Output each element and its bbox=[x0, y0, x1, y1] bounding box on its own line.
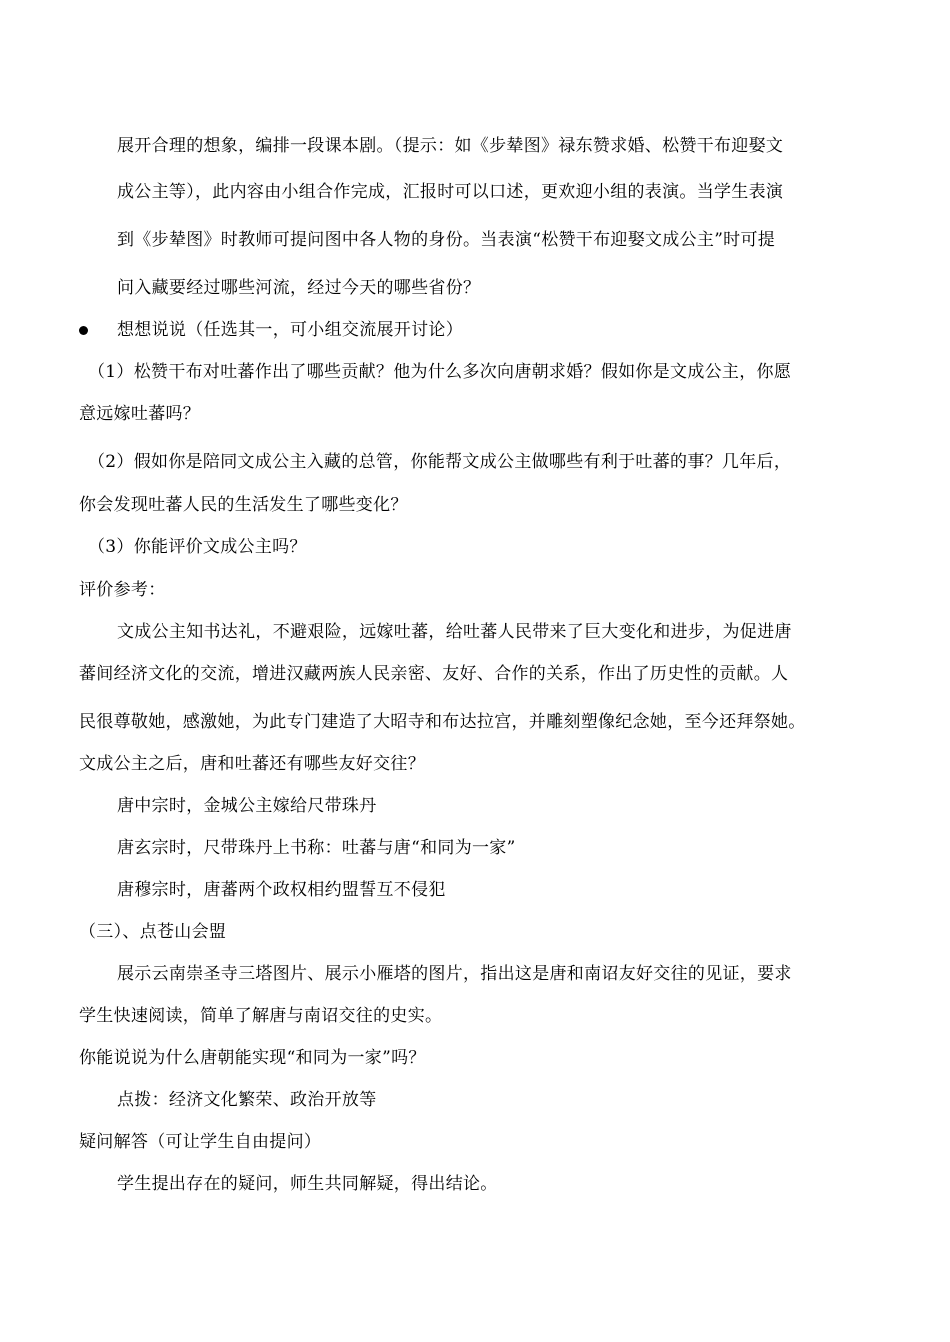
evaluation-line: 文成公主知书达礼，不避艰险，远嫁吐蕃，给吐蕃人民带来了巨大变化和进步，为促进唐 bbox=[117, 622, 792, 642]
section-hint: 点拨：经济文化繁荣、政治开放等 bbox=[117, 1090, 377, 1110]
section-heading: （三）、点苍山会盟 bbox=[79, 922, 227, 942]
question-line: （2）假如你是陪同文成公主入藏的总管，你能帮文成公主做哪些有利于吐蕃的事？几年后， bbox=[88, 452, 792, 472]
question-line: （1）松赞干布对吐蕃作出了哪些贡献？他为什么多次向唐朝求婚？假如你是文成公主，你愿 bbox=[88, 362, 792, 382]
paragraph-line: 问入藏要经过哪些河流，经过今天的哪些省份？ bbox=[117, 278, 481, 298]
paragraph-line: 展开合理的想象，编排一段课本剧。（提示：如《步辇图》禄东赞求婚、松赞干布迎娶文 bbox=[117, 136, 784, 156]
exchange-item: 唐玄宗时，尺带珠丹上书称：吐蕃与唐“和同为一家” bbox=[117, 838, 516, 858]
evaluation-line: 蕃间经济文化的交流，增进汉藏两族人民亲密、友好、合作的关系，作出了历史性的贡献。人 bbox=[79, 664, 789, 684]
section-question: 你能说说为什么唐朝能实现“和同为一家”吗？ bbox=[79, 1048, 426, 1068]
exchanges-question: 文成公主之后，唐和吐蕃还有哪些友好交往？ bbox=[79, 754, 425, 774]
qa-heading: 疑问解答（可让学生自由提问） bbox=[79, 1132, 322, 1152]
qa-line: 学生提出存在的疑问，师生共同解疑，得出结论。 bbox=[117, 1174, 498, 1194]
question-line: （3）你能评价文成公主吗？ bbox=[88, 537, 307, 557]
exchange-item: 唐穆宗时，唐蕃两个政权相约盟誓互不侵犯 bbox=[117, 880, 446, 900]
paragraph-line: 成公主等），此内容由小组合作完成，汇报时可以口述，更欢迎小组的表演。当学生表演 bbox=[117, 182, 784, 202]
question-line: 你会发现吐蕃人民的生活发生了哪些变化？ bbox=[79, 495, 408, 515]
section-line: 展示云南崇圣寺三塔图片、展示小雁塔的图片，指出这是唐和南诏友好交往的见证，要求 bbox=[117, 964, 792, 984]
evaluation-heading: 评价参考： bbox=[79, 580, 166, 600]
exchange-item: 唐中宗时，金城公主嫁给尺带珠丹 bbox=[117, 796, 377, 816]
bullet-icon bbox=[79, 326, 88, 335]
discussion-heading: 想想说说（任选其一，可小组交流展开讨论） bbox=[117, 320, 463, 340]
question-line: 意远嫁吐蕃吗？ bbox=[79, 404, 201, 424]
paragraph-line: 到《步辇图》时教师可提问图中各人物的身份。当表演“松赞干布迎娶文成公主”时可提 bbox=[117, 230, 776, 250]
evaluation-line: 民很尊敬她，感激她，为此专门建造了大昭寺和布达拉宫，并雕刻塑像纪念她，至今还拜祭她。 bbox=[79, 712, 806, 732]
section-line: 学生快速阅读，简单了解唐与南诏交往的史实。 bbox=[79, 1006, 443, 1026]
